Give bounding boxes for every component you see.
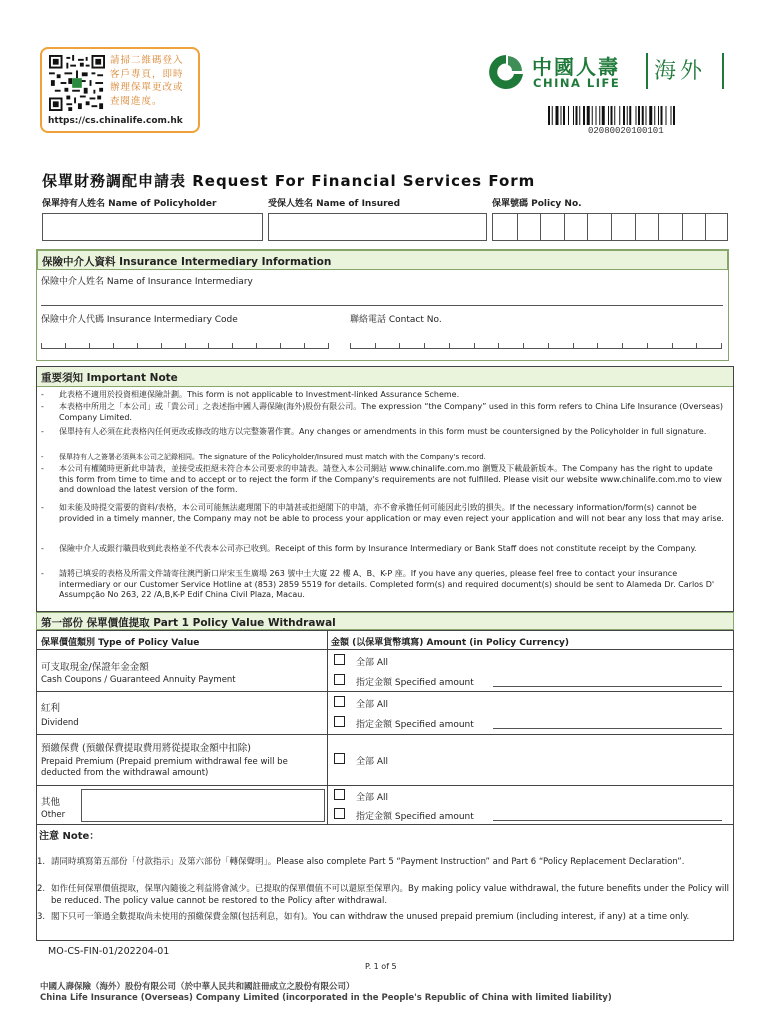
- other-type-field[interactable]: [81, 789, 325, 822]
- row-divider: [37, 691, 733, 692]
- other-amount-field[interactable]: [493, 805, 722, 821]
- qr-code-panel: [40, 47, 200, 133]
- field-tick: [328, 343, 329, 348]
- important-note-heading: 重要須知 Important Note: [37, 367, 733, 387]
- insured-label: 受保人姓名 Name of Insured: [268, 199, 401, 209]
- field-tick: [498, 343, 499, 348]
- row-label-en: Other: [41, 810, 66, 820]
- china-life-emblem-icon: [486, 52, 526, 92]
- specified-label: 指定金額 Specified amount: [356, 678, 474, 688]
- field-tick: [41, 343, 42, 348]
- row-label-en: Prepaid Premium (Prepaid premium withdrawal fee will be deducted from the withdrawal amount): [41, 757, 288, 778]
- dividend-all-checkbox[interactable]: [334, 696, 345, 707]
- note-item: 3. 閣下只可一筆過全數提取尚未使用的預繳保費金額(包括利息，如有)。You can withdraw the unused prepaid premium (including interest, if any) at a time only.: [37, 912, 690, 922]
- field-tick: [449, 343, 450, 348]
- qr-line: 查閱進度。: [110, 95, 163, 107]
- qr-line: 請掃二維碼登入: [110, 55, 184, 66]
- other-all-checkbox[interactable]: [334, 789, 345, 800]
- row-label-zh: 紅利: [41, 703, 61, 714]
- column-divider: [327, 631, 328, 824]
- intermediary-code-field[interactable]: [41, 335, 329, 349]
- notes-heading: 注意 Note：: [39, 831, 100, 842]
- policy-no-cell-divider: [658, 214, 659, 240]
- field-tick: [185, 343, 186, 348]
- note-item: - 保單持有人之簽署必須與本公司之記錄相同。The signature of the Policyholder/Insured must match with the Company's record.: [41, 453, 486, 461]
- logo-divider: [722, 53, 724, 89]
- field-tick: [672, 343, 673, 348]
- logo-overseas: 海外: [654, 59, 707, 84]
- field-tick: [137, 343, 138, 348]
- all-label: 全部 All: [356, 700, 389, 710]
- note-item: - 本公司有權隨時更新此申請表，並接受或拒絕未符合本公司要求的申請表。請登入本公司網站 www.chinalife.com.mo 瀏覽及下載最新版本。The Company has the right to update this form from time to time and to accept or to reject the form if the Company's requirements are not fulfilled. Please visit our website www.chinalife.com.mo to view and download the latest version of the form.: [41, 464, 722, 495]
- qr-line: 辦理保單更改或: [110, 82, 184, 93]
- important-note-section: [36, 366, 734, 612]
- other-specified-checkbox[interactable]: [334, 808, 345, 819]
- row-label-zh: 可支取現金/保證年金金額: [41, 662, 149, 673]
- policy-no-cell-divider: [540, 214, 541, 240]
- amount-column-header: 金額 (以保單貨幣填寫) Amount (in Policy Currency): [331, 638, 570, 648]
- footer-company-en: China Life Insurance (Overseas) Company Limited (incorporated in the People's Republic of China with limited liability): [40, 993, 612, 1003]
- note-item: - 請將已填妥的表格及所需文件請寄往澳門新口岸宋玉生廣場 263 號中土大廈 22 樓 A、B、K-P 座。If you have any queries, please feel free to contact your insurance intermediary or our Customer Service Hotline at (853) 2859 5519 for details. Completed form(s) and required document(s) should be sent to Alameda Dr. Carlos D' Assumpção No 263, 22 /A,B,K-P Edif China Civil Plaza, Macau.: [41, 569, 715, 600]
- logo-chinese: 中國人壽: [532, 55, 620, 79]
- field-tick: [523, 343, 524, 348]
- part1-heading: 第一部份 保單價值提取 Part 1 Policy Value Withdrawal: [36, 612, 734, 630]
- insured-field[interactable]: [268, 213, 487, 241]
- all-label: 全部 All: [356, 793, 389, 803]
- field-tick: [208, 343, 209, 348]
- intermediary-name-field[interactable]: [41, 292, 723, 306]
- specified-label: 指定金額 Specified amount: [356, 720, 474, 730]
- policyholder-field[interactable]: [42, 213, 263, 241]
- field-tick: [65, 343, 66, 348]
- contact-no-label: 聯絡電話 Contact No.: [350, 315, 442, 325]
- dividend-amount-field[interactable]: [493, 713, 722, 729]
- china-life-logo: [486, 50, 736, 94]
- field-tick: [232, 343, 233, 348]
- field-tick: [304, 343, 305, 348]
- row-label-en: Dividend: [41, 718, 79, 728]
- logo-english: CHINA LIFE: [533, 76, 621, 90]
- all-label: 全部 All: [356, 757, 389, 767]
- field-tick: [350, 343, 351, 348]
- field-tick: [721, 343, 722, 348]
- cash-amount-field[interactable]: [493, 671, 722, 687]
- field-tick: [548, 343, 549, 348]
- field-tick: [256, 343, 257, 348]
- field-tick: [424, 343, 425, 348]
- row-divider: [37, 785, 733, 786]
- note-item: 1. 請同時填寫第五部份「付款指示」及第六部份「轉保聲明」。Please also complete Part 5 “Payment Instruction” and Part 6 “Policy Replacement Declaration”.: [37, 857, 685, 867]
- policy-no-field[interactable]: [492, 213, 728, 241]
- policy-no-cell-divider: [705, 214, 706, 240]
- note-item: - 保單持有人必須在此表格內任何更改或修改的地方以完整簽署作實。Any changes or amendments in this form must be countersigned by the Policyholder in full signature.: [41, 427, 707, 436]
- field-tick: [597, 343, 598, 348]
- note-item: - 如未能及時提交需要的資料/表格，本公司可能無法處理閣下的申請甚或拒絕閣下的申請，亦不會承擔任何可能因此引致的損失。If the necessary information/form(s) cannot be provided in a timely manner, the Company may not be able to process your application or may even reject your application and will not bear any loss that may arise.: [41, 503, 724, 523]
- logo-divider: [646, 53, 648, 89]
- footer-company-zh: 中國人壽保險（海外）股份有限公司（於中華人民共和國註冊成立之股份有限公司）: [40, 982, 355, 992]
- qr-line: 客戶專頁，即時: [110, 68, 184, 80]
- field-tick: [375, 343, 376, 348]
- row-divider: [37, 649, 733, 650]
- note-item: - 此表格不適用於投資相連保險計劃。This form is not applicable to Investment-linked Assurance Scheme.: [41, 390, 460, 399]
- row-divider: [37, 734, 733, 735]
- qr-code-icon: [49, 55, 105, 111]
- field-tick: [89, 343, 90, 348]
- field-tick: [622, 343, 623, 348]
- field-tick: [573, 343, 574, 348]
- field-tick: [696, 343, 697, 348]
- policy-no-cell-divider: [587, 214, 588, 240]
- policy-no-cell-divider: [564, 214, 565, 240]
- policy-no-label: 保單號碼 Policy No.: [492, 199, 582, 209]
- note-item: 2. 如作任何保單價值提取，保單內隨後之利益將會減少。已提取的保單價值不可以還原至保單內。By making policy value withdrawal, the future benefits under the Policy will be reduced. The policy value cannot be restored to the Policy after withdrawal.: [37, 884, 730, 906]
- type-column-header: 保單價值類別 Type of Policy Value: [41, 638, 200, 648]
- contact-no-field[interactable]: [350, 335, 722, 349]
- form-code: MO-CS-FIN-01/202204-01: [48, 946, 170, 957]
- all-label: 全部 All: [356, 658, 389, 668]
- row-label-zh: 其他: [41, 797, 61, 808]
- prepaid-all-checkbox[interactable]: [334, 753, 345, 764]
- barcode-number: 02080020100101: [588, 126, 664, 136]
- intermediary-code-label: 保險中介人代碼 Insurance Intermediary Code: [41, 315, 238, 325]
- field-tick: [647, 343, 648, 348]
- row-label-en: Cash Coupons / Guaranteed Annuity Payment: [41, 675, 236, 685]
- policy-no-cell-divider: [611, 214, 612, 240]
- page-title: 保單財務調配申請表 Request For Financial Services Form: [42, 172, 536, 190]
- policy-no-cell-divider: [517, 214, 518, 240]
- field-tick: [161, 343, 162, 348]
- page-number: P. 1 of 5: [365, 962, 397, 971]
- row-label-zh: 預繳保費 (預繳保費提取費用將從提取金額中扣除): [41, 743, 251, 754]
- customer-portal-url[interactable]: https://cs.chinalife.com.hk: [48, 116, 183, 126]
- intermediary-heading: 保險中介人資料 Insurance Intermediary Information: [37, 250, 728, 270]
- policy-no-cell-divider: [682, 214, 683, 240]
- dividend-specified-checkbox[interactable]: [334, 716, 345, 727]
- field-tick: [399, 343, 400, 348]
- cash-all-checkbox[interactable]: [334, 654, 345, 665]
- specified-label: 指定金額 Specified amount: [356, 812, 474, 822]
- cash-specified-checkbox[interactable]: [334, 674, 345, 685]
- note-item: - 本表格中所用之「本公司」或「貴公司」之表述指中國人壽保險(海外)股份有限公司。The expression “the Company” used in this form refers to China Life Insurance (Overseas) Company Limited.: [41, 402, 724, 422]
- intermediary-name-label: 保險中介人姓名 Name of Insurance Intermediary: [41, 277, 253, 287]
- field-tick: [474, 343, 475, 348]
- intermediary-section: [36, 249, 729, 361]
- note-item: - 保險中介人或銀行職員收到此表格並不代表本公司亦已收到。Receipt of this form by Insurance Intermediary or Bank Staff does not constitute receipt by the Company.: [41, 544, 697, 553]
- notes-section: [36, 825, 734, 941]
- policy-no-cell-divider: [635, 214, 636, 240]
- field-tick: [113, 343, 114, 348]
- barcode-icon: [548, 106, 710, 125]
- qr-instructions: [110, 54, 196, 108]
- part1-table: [36, 630, 734, 825]
- field-tick: [280, 343, 281, 348]
- policyholder-label: 保單持有人姓名 Name of Policyholder: [42, 199, 217, 209]
